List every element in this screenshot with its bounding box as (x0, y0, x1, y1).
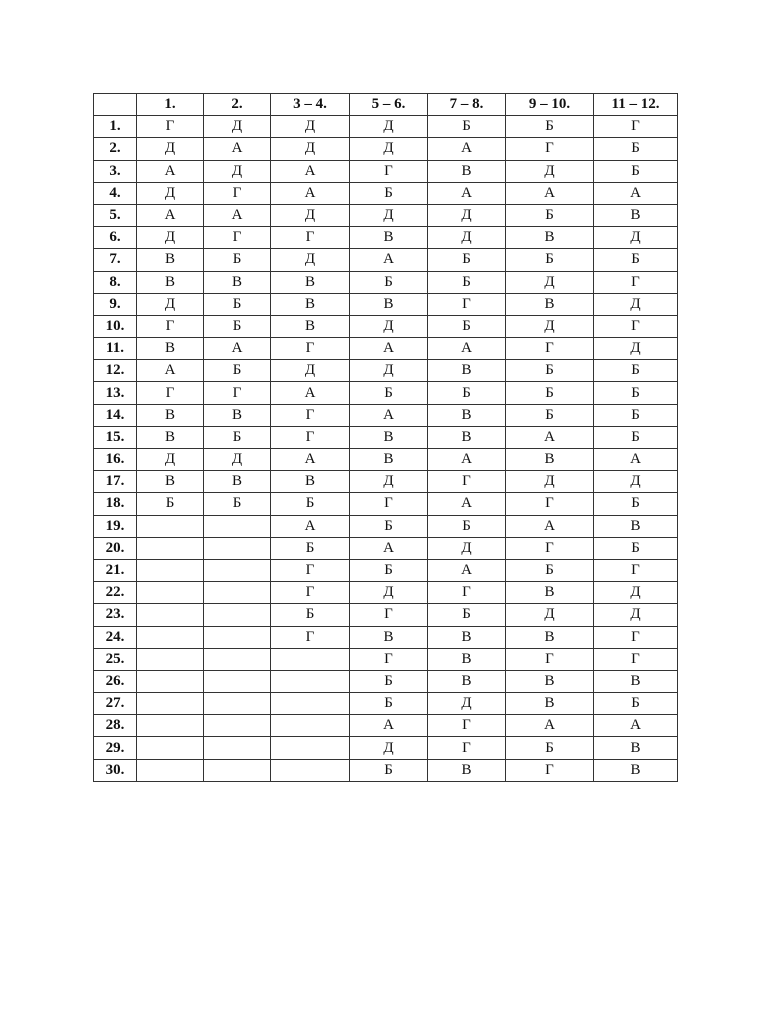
answer-cell: Б (350, 182, 428, 204)
answer-cell: Г (350, 160, 428, 182)
answer-cell: В (271, 471, 350, 493)
answer-cell: Д (350, 471, 428, 493)
answer-cell: А (428, 138, 506, 160)
answer-cell (204, 626, 271, 648)
answer-cell: В (137, 338, 204, 360)
answer-cell: А (204, 338, 271, 360)
answer-cell: Г (271, 559, 350, 581)
answer-cell: Б (594, 404, 678, 426)
answer-cell: Д (428, 537, 506, 559)
answer-cell: Г (271, 582, 350, 604)
answer-cell: В (506, 449, 594, 471)
answer-cell: Д (506, 160, 594, 182)
question-number: 25. (94, 648, 137, 670)
question-number: 3. (94, 160, 137, 182)
table-row (94, 404, 678, 426)
table-row (94, 537, 678, 559)
table-row (94, 449, 678, 471)
answer-cell: Д (428, 693, 506, 715)
answer-cell: Г (137, 116, 204, 138)
answer-cell: Д (350, 138, 428, 160)
answer-cell: А (350, 249, 428, 271)
answer-cell: А (506, 515, 594, 537)
table-row (94, 426, 678, 448)
table-row (94, 604, 678, 626)
answer-cell: Б (204, 360, 271, 382)
answer-cell: В (594, 204, 678, 226)
answer-cell: А (506, 182, 594, 204)
column-header: 3 – 4. (271, 94, 350, 116)
table-row (94, 182, 678, 204)
column-header: 2. (204, 94, 271, 116)
answer-cell (204, 693, 271, 715)
answer-cell: Г (271, 404, 350, 426)
question-number: 13. (94, 382, 137, 404)
question-number: 11. (94, 338, 137, 360)
answer-cell (204, 582, 271, 604)
answer-cell: Б (506, 116, 594, 138)
answer-cell: Г (506, 493, 594, 515)
question-number: 27. (94, 693, 137, 715)
answer-cell: А (137, 204, 204, 226)
answer-cell: Г (137, 382, 204, 404)
answer-cell: Г (506, 648, 594, 670)
question-number: 2. (94, 138, 137, 160)
question-number: 22. (94, 582, 137, 604)
answer-cell: А (271, 382, 350, 404)
question-number: 10. (94, 315, 137, 337)
answer-cell: Д (137, 293, 204, 315)
answer-cell: В (428, 648, 506, 670)
table-row (94, 715, 678, 737)
answer-cell: В (428, 759, 506, 781)
answer-cell: Б (271, 493, 350, 515)
question-number: 7. (94, 249, 137, 271)
answer-cell: В (506, 670, 594, 692)
answer-cell: Б (428, 116, 506, 138)
answer-cell: Г (271, 626, 350, 648)
answer-cell: Б (506, 404, 594, 426)
answer-cell: В (271, 315, 350, 337)
answer-cell: Д (428, 227, 506, 249)
answer-cell: В (428, 626, 506, 648)
question-number: 26. (94, 670, 137, 692)
table-row (94, 626, 678, 648)
answer-cell: А (137, 160, 204, 182)
answer-cell: В (350, 227, 428, 249)
answer-cell: В (594, 759, 678, 781)
answer-cell: В (428, 160, 506, 182)
answer-cell: Д (594, 582, 678, 604)
answer-cell: Г (594, 271, 678, 293)
column-header: 7 – 8. (428, 94, 506, 116)
answer-cell: Д (137, 449, 204, 471)
question-number: 20. (94, 537, 137, 559)
table-row (94, 160, 678, 182)
answer-cell (137, 559, 204, 581)
table-row (94, 582, 678, 604)
answer-cell: Д (271, 116, 350, 138)
answer-cell: В (350, 626, 428, 648)
answer-cell: Д (594, 338, 678, 360)
table-row (94, 559, 678, 581)
answer-cell: А (506, 426, 594, 448)
answer-cell (137, 515, 204, 537)
answer-key-table (93, 93, 678, 782)
answer-cell (271, 693, 350, 715)
answer-cell: В (428, 670, 506, 692)
answer-cell (137, 648, 204, 670)
answer-cell: Б (506, 559, 594, 581)
answer-cell (137, 737, 204, 759)
answer-cell: В (506, 626, 594, 648)
answer-cell: Г (506, 759, 594, 781)
answer-cell: Г (271, 426, 350, 448)
answer-cell (137, 670, 204, 692)
answer-cell: Б (350, 382, 428, 404)
answer-cell (271, 737, 350, 759)
question-number: 17. (94, 471, 137, 493)
question-number: 1. (94, 116, 137, 138)
answer-cell (204, 715, 271, 737)
table-row (94, 648, 678, 670)
answer-cell (204, 604, 271, 626)
answer-cell: В (271, 293, 350, 315)
answer-cell: В (506, 582, 594, 604)
question-number: 9. (94, 293, 137, 315)
table-row (94, 759, 678, 781)
answer-cell: А (594, 715, 678, 737)
answer-cell: Д (506, 604, 594, 626)
column-header: 11 – 12. (594, 94, 678, 116)
answer-cell: Д (594, 293, 678, 315)
question-number: 8. (94, 271, 137, 293)
answer-cell: Б (594, 138, 678, 160)
header-row (94, 94, 678, 116)
answer-cell: Д (350, 360, 428, 382)
question-number: 16. (94, 449, 137, 471)
answer-cell (271, 648, 350, 670)
answer-cell: В (204, 271, 271, 293)
table-row (94, 693, 678, 715)
answer-cell: Б (428, 515, 506, 537)
answer-cell (271, 715, 350, 737)
answer-cell (204, 648, 271, 670)
table-row (94, 204, 678, 226)
answer-cell: Д (428, 204, 506, 226)
answer-cell: Б (428, 382, 506, 404)
answer-cell: Б (594, 537, 678, 559)
answer-cell: В (350, 449, 428, 471)
answer-cell: Б (428, 315, 506, 337)
question-number: 15. (94, 426, 137, 448)
answer-cell: Д (137, 182, 204, 204)
answer-cell: Б (350, 693, 428, 715)
answer-cell: Г (428, 715, 506, 737)
answer-cell: Б (506, 249, 594, 271)
answer-cell: В (204, 471, 271, 493)
answer-cell: Д (506, 271, 594, 293)
answer-cell: Б (204, 315, 271, 337)
answer-cell (137, 582, 204, 604)
question-number: 5. (94, 204, 137, 226)
question-number: 12. (94, 360, 137, 382)
answer-cell: Д (137, 227, 204, 249)
answer-cell: В (137, 271, 204, 293)
answer-cell: Д (594, 227, 678, 249)
answer-cell (137, 537, 204, 559)
question-number: 18. (94, 493, 137, 515)
answer-cell (137, 693, 204, 715)
table-row (94, 249, 678, 271)
table-row (94, 515, 678, 537)
table-row (94, 138, 678, 160)
answer-cell: В (137, 404, 204, 426)
answer-cell: А (428, 559, 506, 581)
answer-cell: Д (506, 471, 594, 493)
answer-cell (204, 670, 271, 692)
answer-cell: Б (594, 382, 678, 404)
table-row (94, 737, 678, 759)
answer-cell: А (350, 537, 428, 559)
answer-cell: Д (350, 737, 428, 759)
question-number: 14. (94, 404, 137, 426)
answer-cell: Г (506, 338, 594, 360)
question-number: 29. (94, 737, 137, 759)
answer-cell: Б (594, 426, 678, 448)
answer-cell: В (137, 249, 204, 271)
table-row (94, 227, 678, 249)
answer-cell (137, 604, 204, 626)
answer-cell: Г (594, 626, 678, 648)
answer-cell: Б (506, 382, 594, 404)
answer-cell: Д (350, 315, 428, 337)
answer-cell: Б (506, 360, 594, 382)
answer-cell: Д (204, 116, 271, 138)
table-row (94, 315, 678, 337)
answer-cell: Б (350, 559, 428, 581)
question-number: 21. (94, 559, 137, 581)
column-header: 9 – 10. (506, 94, 594, 116)
answer-cell: Б (594, 693, 678, 715)
answer-cell: Б (204, 426, 271, 448)
answer-cell: Г (350, 493, 428, 515)
answer-cell (137, 626, 204, 648)
answer-cell (137, 715, 204, 737)
answer-cell: А (204, 138, 271, 160)
answer-cell: Д (204, 449, 271, 471)
answer-cell: А (594, 182, 678, 204)
answer-cell: Б (204, 493, 271, 515)
column-header: 1. (137, 94, 204, 116)
answer-cell: Б (506, 204, 594, 226)
table-row (94, 382, 678, 404)
answer-cell: Г (506, 537, 594, 559)
answer-cell: Г (594, 648, 678, 670)
answer-cell: Г (428, 471, 506, 493)
question-number: 24. (94, 626, 137, 648)
answer-cell: Д (271, 360, 350, 382)
answer-cell: Г (594, 559, 678, 581)
table-row (94, 471, 678, 493)
table-body (94, 116, 678, 782)
table-row (94, 271, 678, 293)
answer-cell: Д (350, 116, 428, 138)
answer-cell: Б (594, 160, 678, 182)
answer-cell: А (271, 182, 350, 204)
answer-cell: В (137, 471, 204, 493)
answer-cell: В (350, 426, 428, 448)
answer-cell: А (428, 182, 506, 204)
answer-cell: А (428, 338, 506, 360)
answer-cell: Б (428, 249, 506, 271)
answer-cell: Г (204, 382, 271, 404)
answer-cell: Г (594, 315, 678, 337)
table-row (94, 360, 678, 382)
answer-cell: Г (350, 648, 428, 670)
answer-cell: А (350, 338, 428, 360)
answer-cell: В (506, 227, 594, 249)
answer-cell: Д (594, 604, 678, 626)
table-row (94, 670, 678, 692)
answer-cell: А (204, 204, 271, 226)
answer-cell (204, 559, 271, 581)
answer-cell: Д (271, 249, 350, 271)
answer-cell: А (428, 493, 506, 515)
answer-cell: А (350, 715, 428, 737)
answer-cell: Б (137, 493, 204, 515)
answer-cell: А (137, 360, 204, 382)
table-row (94, 116, 678, 138)
answer-cell (204, 759, 271, 781)
answer-cell: В (594, 670, 678, 692)
question-number: 28. (94, 715, 137, 737)
answer-cell: В (506, 293, 594, 315)
answer-cell: Г (204, 182, 271, 204)
answer-cell: Б (350, 670, 428, 692)
answer-cell: Г (594, 116, 678, 138)
answer-cell: Д (594, 471, 678, 493)
answer-cell: Д (350, 582, 428, 604)
answer-cell: В (350, 293, 428, 315)
column-header: 5 – 6. (350, 94, 428, 116)
answer-cell: Г (428, 293, 506, 315)
answer-cell: А (428, 449, 506, 471)
answer-cell: А (594, 449, 678, 471)
answer-cell: Б (428, 604, 506, 626)
answer-cell: Б (506, 737, 594, 759)
answer-cell: В (594, 737, 678, 759)
question-number: 6. (94, 227, 137, 249)
corner-cell (94, 94, 137, 116)
answer-cell: В (428, 426, 506, 448)
answer-cell: Г (271, 227, 350, 249)
answer-cell: В (204, 404, 271, 426)
answer-cell: В (428, 404, 506, 426)
answer-cell: Д (506, 315, 594, 337)
answer-cell: Б (271, 537, 350, 559)
answer-cell: Д (204, 160, 271, 182)
table-row (94, 493, 678, 515)
answer-cell (137, 759, 204, 781)
answer-cell: Б (594, 493, 678, 515)
table-row (94, 293, 678, 315)
answer-cell: Г (428, 582, 506, 604)
answer-cell (271, 670, 350, 692)
answer-cell: Д (271, 204, 350, 226)
answer-cell: Б (350, 759, 428, 781)
answer-cell: Б (204, 293, 271, 315)
answer-cell: В (594, 515, 678, 537)
answer-cell: А (271, 515, 350, 537)
answer-cell (204, 515, 271, 537)
question-number: 23. (94, 604, 137, 626)
answer-cell: А (271, 449, 350, 471)
answer-cell: В (137, 426, 204, 448)
answer-cell: Б (594, 249, 678, 271)
answer-cell: Г (428, 737, 506, 759)
answer-cell: Б (594, 360, 678, 382)
answer-cell: Б (350, 515, 428, 537)
table-row (94, 338, 678, 360)
answer-cell (204, 537, 271, 559)
answer-cell: А (506, 715, 594, 737)
answer-cell: Г (506, 138, 594, 160)
answer-cell: Г (137, 315, 204, 337)
answer-cell: Д (137, 138, 204, 160)
answer-cell: Д (271, 138, 350, 160)
answer-cell: В (428, 360, 506, 382)
answer-cell: В (271, 271, 350, 293)
answer-cell: Б (350, 271, 428, 293)
answer-cell: Г (204, 227, 271, 249)
answer-cell: А (271, 160, 350, 182)
answer-cell: Б (428, 271, 506, 293)
answer-cell (204, 737, 271, 759)
question-number: 19. (94, 515, 137, 537)
answer-cell: А (350, 404, 428, 426)
answer-cell: Г (350, 604, 428, 626)
answer-cell: Д (350, 204, 428, 226)
answer-cell: Г (271, 338, 350, 360)
answer-cell: Б (271, 604, 350, 626)
answer-cell (271, 759, 350, 781)
question-number: 30. (94, 759, 137, 781)
answer-cell: Б (204, 249, 271, 271)
answer-cell: В (506, 693, 594, 715)
question-number: 4. (94, 182, 137, 204)
